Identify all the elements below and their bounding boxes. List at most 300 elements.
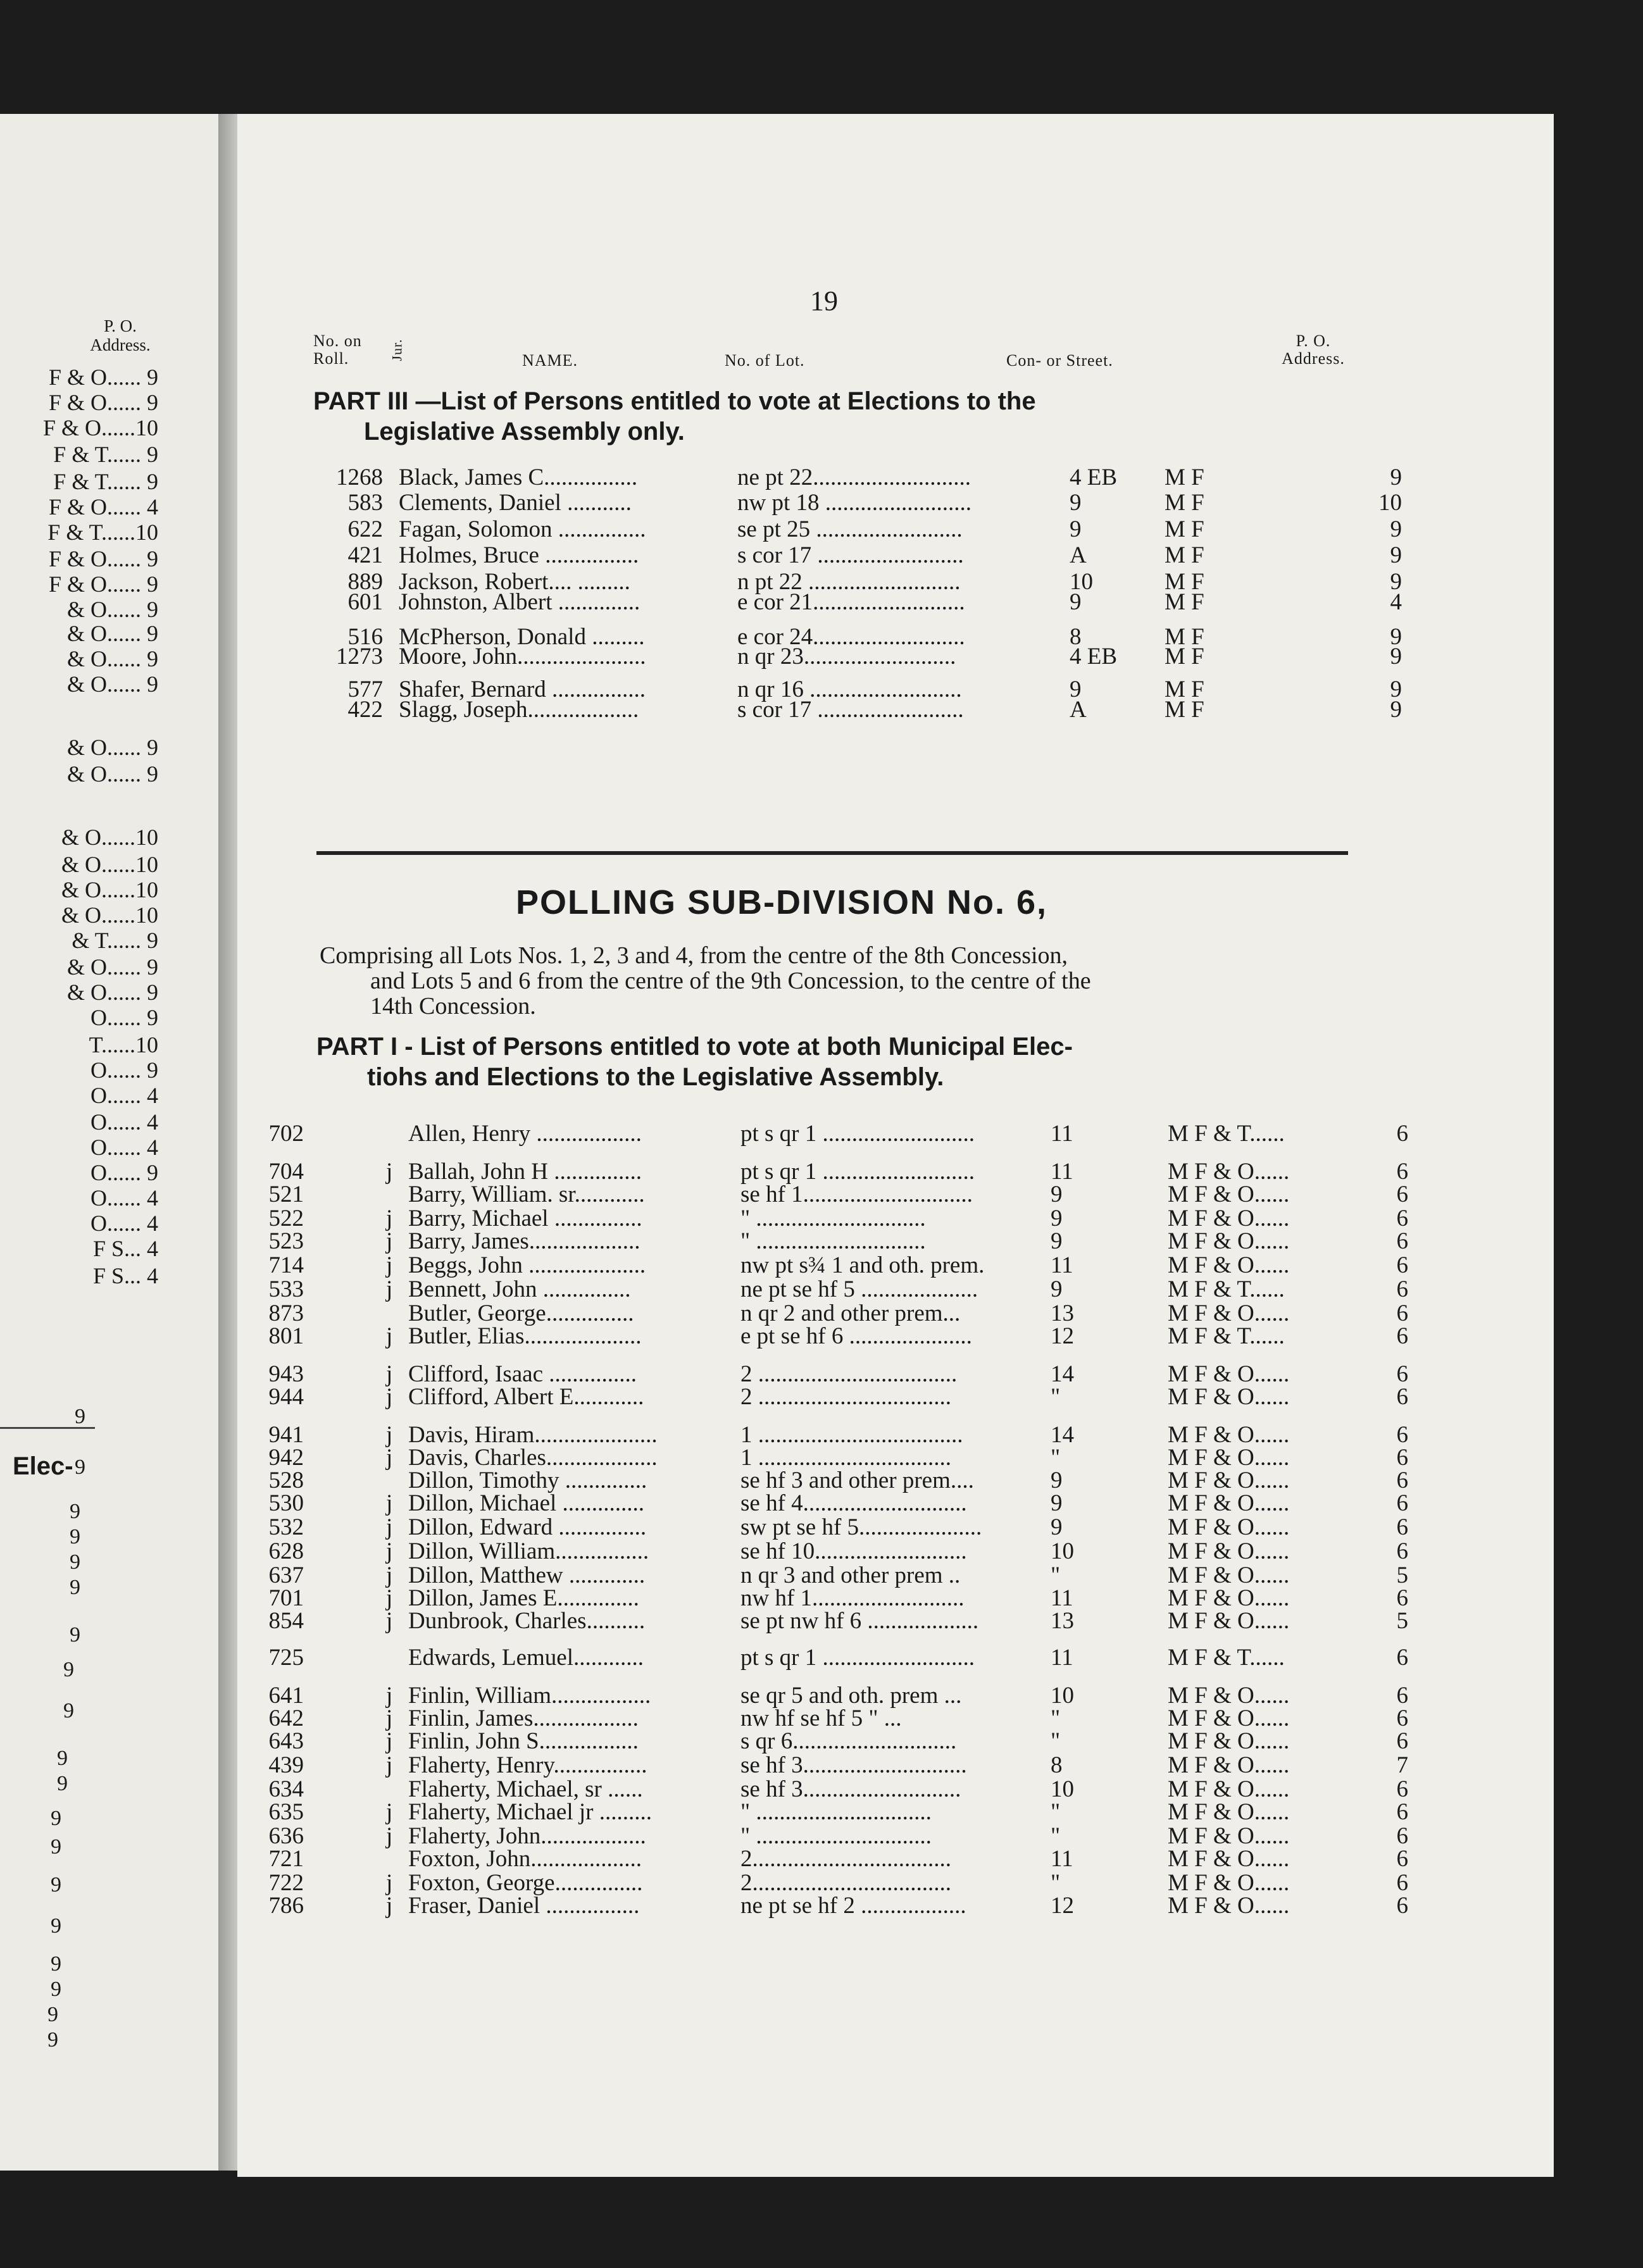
roll-number: 636 bbox=[268, 1823, 304, 1849]
concession: " bbox=[1051, 1870, 1061, 1896]
voter-row bbox=[237, 490, 1554, 516]
voter-status: M F & O...... bbox=[1168, 1514, 1290, 1540]
voter-status: M F & O...... bbox=[1168, 1467, 1290, 1493]
po-address: 6 bbox=[1396, 1683, 1408, 1709]
concession: 11 bbox=[1051, 1846, 1073, 1872]
voter-status: M F & O...... bbox=[1168, 1728, 1290, 1754]
lot-number: nw hf 1.......................... bbox=[740, 1585, 965, 1611]
roll-number: 942 bbox=[268, 1445, 304, 1471]
lot-number: nw pt s¾ 1 and oth. prem. bbox=[740, 1252, 985, 1278]
page-number: 19 bbox=[810, 285, 838, 316]
po-address: 6 bbox=[1396, 1514, 1408, 1540]
voter-row bbox=[237, 1324, 1554, 1349]
voter-status: M F bbox=[1165, 569, 1204, 595]
voter-name: Clements, Daniel ........... bbox=[399, 490, 632, 516]
part1-heading-line1: PART I - List of Persons entitled to vote at both Municipal Elec- bbox=[316, 1033, 1073, 1061]
po-address: 6 bbox=[1396, 1445, 1408, 1471]
po-address: 9 bbox=[1390, 644, 1402, 670]
roll-number: 944 bbox=[268, 1384, 304, 1410]
juror-mark: j bbox=[386, 1608, 393, 1634]
po-address: 9 bbox=[1390, 542, 1402, 568]
roll-number: 641 bbox=[268, 1683, 304, 1709]
subdivision-description-line2: and Lots 5 and 6 from the centre of the 9th Concession, to the centre of the bbox=[370, 968, 1091, 994]
concession: " bbox=[1051, 1823, 1061, 1849]
left-page-po-number: 9 bbox=[51, 1873, 61, 1897]
po-address: 6 bbox=[1396, 1159, 1408, 1185]
voter-status: M F & O...... bbox=[1168, 1228, 1290, 1254]
voter-row bbox=[237, 1609, 1554, 1634]
voter-name: Dillon, Edward ............... bbox=[408, 1514, 647, 1540]
voter-status: M F bbox=[1165, 624, 1204, 650]
concession: 12 bbox=[1051, 1893, 1074, 1919]
voter-row bbox=[237, 590, 1554, 615]
voter-status: M F & O...... bbox=[1168, 1445, 1290, 1471]
voter-row bbox=[237, 1586, 1554, 1611]
roll-number: 533 bbox=[268, 1276, 304, 1302]
voter-name: McPherson, Donald ......... bbox=[399, 624, 645, 650]
left-page-status-entry: F & T...... 9 bbox=[53, 469, 158, 494]
roll-number: 702 bbox=[268, 1121, 304, 1147]
po-address: 9 bbox=[1390, 697, 1402, 723]
voter-status: M F & O...... bbox=[1168, 1159, 1290, 1185]
left-page-po-number: 9 bbox=[70, 1525, 80, 1548]
roll-number: 521 bbox=[268, 1181, 304, 1207]
subdivision-description-line3: 14th Concession. bbox=[370, 993, 536, 1019]
voter-status: M F & O...... bbox=[1168, 1823, 1290, 1849]
voter-name: Butler, Elias.................... bbox=[408, 1323, 642, 1349]
voter-row bbox=[237, 1729, 1554, 1754]
po-address: 6 bbox=[1396, 1538, 1408, 1564]
voter-status: M F & O...... bbox=[1168, 1870, 1290, 1896]
voter-name: Barry, James................... bbox=[408, 1228, 640, 1254]
lot-number: e pt se hf 6 ..................... bbox=[740, 1323, 972, 1349]
voter-name: Barry, Michael ............... bbox=[408, 1206, 642, 1231]
voter-status: M F & O...... bbox=[1168, 1752, 1290, 1778]
voter-status: M F bbox=[1165, 490, 1204, 516]
left-page-po-number: 9 bbox=[63, 1699, 74, 1723]
voter-name: Flaherty, Henry................ bbox=[408, 1752, 647, 1778]
voter-status: M F & O...... bbox=[1168, 1846, 1290, 1872]
concession: 9 bbox=[1051, 1514, 1063, 1540]
part3-heading bbox=[313, 386, 1036, 447]
voter-row bbox=[237, 1182, 1554, 1207]
lot-number: n qr 3 and other prem .. bbox=[740, 1562, 961, 1588]
voter-status: M F & O...... bbox=[1168, 1893, 1290, 1919]
voter-name: Davis, Charles................... bbox=[408, 1445, 658, 1471]
juror-mark: j bbox=[386, 1490, 393, 1516]
po-address: 6 bbox=[1396, 1893, 1408, 1919]
column-header-con: Con- or Street. bbox=[1006, 351, 1113, 370]
voter-name: Edwards, Lemuel............ bbox=[408, 1645, 644, 1671]
voter-row bbox=[237, 1253, 1554, 1278]
left-page-status-entry: F & O...... 9 bbox=[48, 571, 158, 597]
voter-status: M F & O...... bbox=[1168, 1562, 1290, 1588]
juror-mark: j bbox=[386, 1514, 393, 1540]
roll-number: 701 bbox=[268, 1585, 304, 1611]
po-address: 10 bbox=[1378, 490, 1402, 516]
voter-name: Fraser, Daniel ................ bbox=[408, 1893, 640, 1919]
roll-number: 439 bbox=[268, 1752, 304, 1778]
roll-number: 421 bbox=[347, 542, 383, 568]
voter-status: M F bbox=[1165, 464, 1204, 490]
voter-name: Dillon, James E.............. bbox=[408, 1585, 639, 1611]
po-address: 6 bbox=[1396, 1823, 1408, 1849]
juror-mark: j bbox=[386, 1361, 393, 1387]
left-page-po-number: 9 bbox=[51, 1914, 61, 1938]
voter-row bbox=[237, 1277, 1554, 1302]
lot-number: 1 ................................. bbox=[740, 1445, 951, 1471]
left-page-status-entry: O...... 4 bbox=[91, 1083, 158, 1108]
voter-row bbox=[237, 1468, 1554, 1493]
voter-status: M F & O...... bbox=[1168, 1490, 1290, 1516]
lot-number: sw pt se hf 5..................... bbox=[740, 1514, 982, 1540]
po-address: 9 bbox=[1390, 676, 1402, 702]
lot-number: n pt 22 .......................... bbox=[737, 569, 961, 595]
juror-mark: j bbox=[386, 1422, 393, 1448]
subdivision-title: POLLING SUB-DIVISION No. 6, bbox=[516, 883, 1048, 921]
voter-status: M F & O...... bbox=[1168, 1683, 1290, 1709]
left-page-status-entry: & O...... 9 bbox=[67, 621, 158, 646]
po-address: 6 bbox=[1396, 1705, 1408, 1731]
left-page-status-entry: F & O...... 4 bbox=[48, 494, 158, 520]
voter-row bbox=[237, 1423, 1554, 1448]
voter-name: Flaherty, John.................. bbox=[408, 1823, 646, 1849]
concession: 4 EB bbox=[1070, 644, 1118, 670]
po-address: 6 bbox=[1396, 1645, 1408, 1671]
voter-name: Slagg, Joseph................... bbox=[399, 697, 639, 723]
juror-mark: j bbox=[386, 1384, 393, 1410]
po-address: 6 bbox=[1396, 1846, 1408, 1872]
roll-number: 941 bbox=[268, 1422, 304, 1448]
po-address: 6 bbox=[1396, 1276, 1408, 1302]
lot-number: pt s qr 1 .......................... bbox=[740, 1159, 975, 1185]
voter-name: Moore, John...................... bbox=[399, 644, 646, 670]
left-page-elec-label: Elec- bbox=[13, 1452, 73, 1480]
roll-number: 516 bbox=[347, 624, 383, 650]
voter-row bbox=[237, 1871, 1554, 1896]
left-page-status-entry: & O...... 9 bbox=[67, 646, 158, 671]
concession: 10 bbox=[1051, 1683, 1074, 1709]
roll-number: 622 bbox=[347, 516, 383, 542]
voter-name: Dunbrook, Charles.......... bbox=[408, 1608, 646, 1634]
lot-number: pt s qr 1 .......................... bbox=[740, 1121, 975, 1147]
left-page-status-entry: & O......10 bbox=[61, 877, 158, 902]
po-address: 5 bbox=[1396, 1608, 1408, 1634]
voter-row bbox=[237, 1121, 1554, 1147]
concession: " bbox=[1051, 1799, 1061, 1825]
concession: 11 bbox=[1051, 1159, 1073, 1185]
part1-heading-line2: tiohs and Elections to the Legislative Assembly. bbox=[367, 1063, 944, 1091]
concession: 9 bbox=[1070, 589, 1082, 615]
concession: 9 bbox=[1051, 1276, 1063, 1302]
concession: 9 bbox=[1070, 676, 1082, 702]
juror-mark: j bbox=[386, 1799, 393, 1825]
subdivision-description-line1: Comprising all Lots Nos. 1, 2, 3 and 4, from the centre of the 8th Concession, bbox=[320, 942, 1068, 969]
concession: 9 bbox=[1051, 1181, 1063, 1207]
voter-name: Jackson, Robert.... ......... bbox=[399, 569, 630, 595]
roll-number: 854 bbox=[268, 1608, 304, 1634]
voter-name: Shafer, Bernard ................ bbox=[399, 676, 646, 702]
roll-number: 532 bbox=[268, 1514, 304, 1540]
left-page-status-entry: O...... 4 bbox=[91, 1109, 158, 1135]
left-page-status-entry: F & T......10 bbox=[47, 520, 158, 545]
voter-status: M F & O...... bbox=[1168, 1252, 1290, 1278]
concession: " bbox=[1051, 1562, 1061, 1588]
po-address: 6 bbox=[1396, 1121, 1408, 1147]
left-page-status-entry: O...... 9 bbox=[91, 1005, 158, 1030]
left-page-status-entry: F & O...... 9 bbox=[48, 364, 158, 390]
juror-mark: j bbox=[386, 1705, 393, 1731]
juror-mark: j bbox=[386, 1728, 393, 1754]
voter-row bbox=[237, 1229, 1554, 1254]
lot-number: " .............................. bbox=[740, 1799, 932, 1825]
left-page-po-number: 9 bbox=[70, 1623, 80, 1647]
po-address: 6 bbox=[1396, 1206, 1408, 1231]
voter-name: Finlin, John S................. bbox=[408, 1728, 639, 1754]
po-address: 9 bbox=[1390, 516, 1402, 542]
juror-mark: j bbox=[386, 1752, 393, 1778]
po-address: 6 bbox=[1396, 1728, 1408, 1754]
left-page-po-header: P. O. Address. bbox=[90, 316, 151, 354]
juror-mark: j bbox=[386, 1538, 393, 1564]
roll-number: 637 bbox=[268, 1562, 304, 1588]
po-address: 6 bbox=[1396, 1361, 1408, 1387]
po-address: 6 bbox=[1396, 1776, 1408, 1802]
po-address: 6 bbox=[1396, 1467, 1408, 1493]
left-page-status-entry: F S... 4 bbox=[92, 1263, 158, 1288]
lot-number: nw hf se hf 5 " ... bbox=[740, 1705, 902, 1731]
voter-status: M F bbox=[1165, 676, 1204, 702]
voter-status: M F bbox=[1165, 697, 1204, 723]
voter-row bbox=[237, 1800, 1554, 1825]
column-header-roll: No. on Roll. bbox=[313, 332, 362, 368]
voter-row bbox=[237, 1301, 1554, 1326]
roll-number: 943 bbox=[268, 1361, 304, 1387]
lot-number: 2 .................................. bbox=[740, 1361, 958, 1387]
voter-row bbox=[237, 543, 1554, 568]
voter-row bbox=[237, 1777, 1554, 1802]
po-address: 6 bbox=[1396, 1384, 1408, 1410]
concession: 11 bbox=[1051, 1585, 1073, 1611]
juror-mark: j bbox=[386, 1159, 393, 1185]
left-page-po-number: 9 bbox=[57, 1772, 68, 1795]
concession: " bbox=[1051, 1445, 1061, 1471]
roll-number: 722 bbox=[268, 1870, 304, 1896]
voter-row bbox=[237, 517, 1554, 542]
voter-row bbox=[237, 1824, 1554, 1849]
voter-status: M F & T...... bbox=[1168, 1323, 1285, 1349]
po-address: 6 bbox=[1396, 1870, 1408, 1896]
left-page-status-entry: F S... 4 bbox=[92, 1236, 158, 1261]
po-address: 6 bbox=[1396, 1323, 1408, 1349]
section-divider bbox=[316, 851, 1348, 855]
roll-number: 422 bbox=[347, 697, 383, 723]
left-page-po-number: 9 bbox=[51, 1952, 61, 1976]
voter-name: Beggs, John .................... bbox=[408, 1252, 646, 1278]
left-page-status-entry: F & T...... 9 bbox=[53, 442, 158, 467]
po-address: 6 bbox=[1396, 1252, 1408, 1278]
voter-status: M F & O...... bbox=[1168, 1206, 1290, 1231]
po-address: 6 bbox=[1396, 1228, 1408, 1254]
lot-number: " ............................. bbox=[740, 1206, 926, 1231]
left-page-po-number: 9 bbox=[75, 1455, 85, 1479]
po-address: 4 bbox=[1390, 589, 1402, 615]
voter-name: Dillon, Matthew ............. bbox=[408, 1562, 646, 1588]
left-page-po-number: 9 bbox=[70, 1500, 80, 1523]
concession: 9 bbox=[1051, 1467, 1063, 1493]
left-page-status-entry: T......10 bbox=[89, 1032, 158, 1057]
concession: 14 bbox=[1051, 1422, 1074, 1448]
left-page-status-entry: & O......10 bbox=[61, 825, 158, 850]
voter-row bbox=[237, 1491, 1554, 1516]
roll-number: 786 bbox=[268, 1893, 304, 1919]
concession: 8 bbox=[1051, 1752, 1063, 1778]
lot-number: n qr 23.......................... bbox=[737, 644, 956, 670]
roll-number: 522 bbox=[268, 1206, 304, 1231]
voter-name: Flaherty, Michael jr ......... bbox=[408, 1799, 652, 1825]
concession: 10 bbox=[1070, 569, 1093, 595]
voter-status: M F & O...... bbox=[1168, 1361, 1290, 1387]
left-page-status-entry: & O...... 9 bbox=[67, 761, 158, 787]
roll-number: 523 bbox=[268, 1228, 304, 1254]
subdivision-description bbox=[320, 943, 1364, 1019]
concession: 9 bbox=[1051, 1228, 1063, 1254]
lot-number: 2 ................................. bbox=[740, 1384, 951, 1410]
juror-mark: j bbox=[386, 1893, 393, 1919]
juror-mark: j bbox=[386, 1823, 393, 1849]
lot-number: se hf 3 and other prem.... bbox=[740, 1467, 974, 1493]
left-page-status-entry: & T...... 9 bbox=[72, 928, 158, 953]
left-page-po-number: 9 bbox=[75, 1405, 85, 1428]
po-address: 6 bbox=[1396, 1490, 1408, 1516]
lot-number: se hf 4............................ bbox=[740, 1490, 967, 1516]
part3-heading-line1: PART III —List of Persons entitled to vote at Elections to the bbox=[313, 387, 1036, 415]
voter-status: M F & O...... bbox=[1168, 1705, 1290, 1731]
concession: 9 bbox=[1070, 516, 1082, 542]
lot-number: e cor 21.......................... bbox=[737, 589, 965, 615]
roll-number: 634 bbox=[268, 1776, 304, 1802]
voter-name: Clifford, Isaac ............... bbox=[408, 1361, 637, 1387]
lot-number: se pt nw hf 6 ................... bbox=[740, 1608, 979, 1634]
left-page-status-entry: & O......10 bbox=[61, 902, 158, 928]
concession: 9 bbox=[1051, 1206, 1063, 1231]
voter-name: Dillon, Michael .............. bbox=[408, 1490, 645, 1516]
voter-row bbox=[237, 1563, 1554, 1588]
left-page-status-entry: F & O...... 9 bbox=[48, 546, 158, 571]
column-header-name: NAME. bbox=[522, 351, 578, 370]
lot-number: se qr 5 and oth. prem ... bbox=[740, 1683, 962, 1709]
voter-row bbox=[237, 1893, 1554, 1919]
left-page-po-number: 9 bbox=[51, 1835, 61, 1859]
voter-status: M F & O...... bbox=[1168, 1422, 1290, 1448]
po-address: 7 bbox=[1396, 1752, 1408, 1778]
voter-name: Allen, Henry .................. bbox=[408, 1121, 642, 1147]
po-address: 9 bbox=[1390, 464, 1402, 490]
previous-page-strip bbox=[0, 114, 218, 2171]
voter-status: M F bbox=[1165, 516, 1204, 542]
concession: A bbox=[1070, 697, 1087, 723]
voter-row bbox=[237, 1159, 1554, 1185]
voter-status: M F & O...... bbox=[1168, 1799, 1290, 1825]
lot-number: se hf 3........................... bbox=[740, 1776, 961, 1802]
left-page-status-entry: O...... 4 bbox=[91, 1135, 158, 1160]
left-page-status-entry: F & O......10 bbox=[42, 415, 158, 440]
roll-number: 801 bbox=[268, 1323, 304, 1349]
po-address: 6 bbox=[1396, 1585, 1408, 1611]
voter-row bbox=[237, 1645, 1554, 1671]
roll-number: 583 bbox=[347, 490, 383, 516]
lot-number: ne pt se hf 5 .................... bbox=[740, 1276, 978, 1302]
part1-heading bbox=[316, 1031, 1073, 1092]
left-page-po-number: 9 bbox=[57, 1747, 68, 1770]
lot-number: pt s qr 1 .......................... bbox=[740, 1645, 975, 1671]
roll-number: 704 bbox=[268, 1159, 304, 1185]
po-address: 9 bbox=[1390, 569, 1402, 595]
lot-number: se pt 25 ......................... bbox=[737, 516, 963, 542]
voter-row bbox=[237, 1753, 1554, 1778]
roll-number: 628 bbox=[268, 1538, 304, 1564]
concession: 11 bbox=[1051, 1121, 1073, 1147]
left-page-po-number: 9 bbox=[51, 1978, 61, 2001]
juror-mark: j bbox=[386, 1445, 393, 1471]
left-page-status-entry: O...... 4 bbox=[91, 1211, 158, 1236]
juror-mark: j bbox=[386, 1562, 393, 1588]
roll-number: 721 bbox=[268, 1846, 304, 1872]
voter-name: Clifford, Albert E............ bbox=[408, 1384, 644, 1410]
voter-name: Finlin, William................. bbox=[408, 1683, 651, 1709]
juror-mark: j bbox=[386, 1870, 393, 1896]
po-address: 6 bbox=[1396, 1181, 1408, 1207]
voter-row bbox=[237, 1847, 1554, 1872]
voter-name: Foxton, George............... bbox=[408, 1870, 643, 1896]
voter-status: M F & O...... bbox=[1168, 1181, 1290, 1207]
juror-mark: j bbox=[386, 1252, 393, 1278]
page-19 bbox=[237, 114, 1554, 2177]
lot-number: ne pt se hf 2 .................. bbox=[740, 1893, 966, 1919]
roll-number: 714 bbox=[268, 1252, 304, 1278]
voter-name: Dillon, William................ bbox=[408, 1538, 649, 1564]
voter-status: M F & T...... bbox=[1168, 1276, 1285, 1302]
voter-status: M F & O...... bbox=[1168, 1538, 1290, 1564]
roll-number: 528 bbox=[268, 1467, 304, 1493]
concession: 11 bbox=[1051, 1252, 1073, 1278]
roll-number: 577 bbox=[347, 676, 383, 702]
concession: 9 bbox=[1070, 490, 1082, 516]
voter-status: M F & T...... bbox=[1168, 1645, 1285, 1671]
voter-status: M F & O...... bbox=[1168, 1300, 1290, 1326]
concession: A bbox=[1070, 542, 1087, 568]
roll-number: 642 bbox=[268, 1705, 304, 1731]
po-address: 6 bbox=[1396, 1422, 1408, 1448]
voter-name: Holmes, Bruce ................ bbox=[399, 542, 639, 568]
concession: 10 bbox=[1051, 1538, 1074, 1564]
juror-mark: j bbox=[386, 1683, 393, 1709]
lot-number: n qr 2 and other prem... bbox=[740, 1300, 961, 1326]
po-address: 5 bbox=[1396, 1562, 1408, 1588]
left-page-po-number: 9 bbox=[70, 1550, 80, 1574]
concession: 13 bbox=[1051, 1300, 1074, 1326]
voter-status: M F & T...... bbox=[1168, 1121, 1285, 1147]
voter-name: Johnston, Albert .............. bbox=[399, 589, 640, 615]
left-page-po-number: 9 bbox=[63, 1658, 74, 1681]
juror-mark: j bbox=[386, 1276, 393, 1302]
roll-number: 725 bbox=[268, 1645, 304, 1671]
voter-row bbox=[237, 697, 1554, 723]
lot-number: " ............................. bbox=[740, 1228, 926, 1254]
voter-status: M F & O...... bbox=[1168, 1585, 1290, 1611]
lot-number: s qr 6............................ bbox=[740, 1728, 957, 1754]
voter-name: Fagan, Solomon ............... bbox=[399, 516, 646, 542]
